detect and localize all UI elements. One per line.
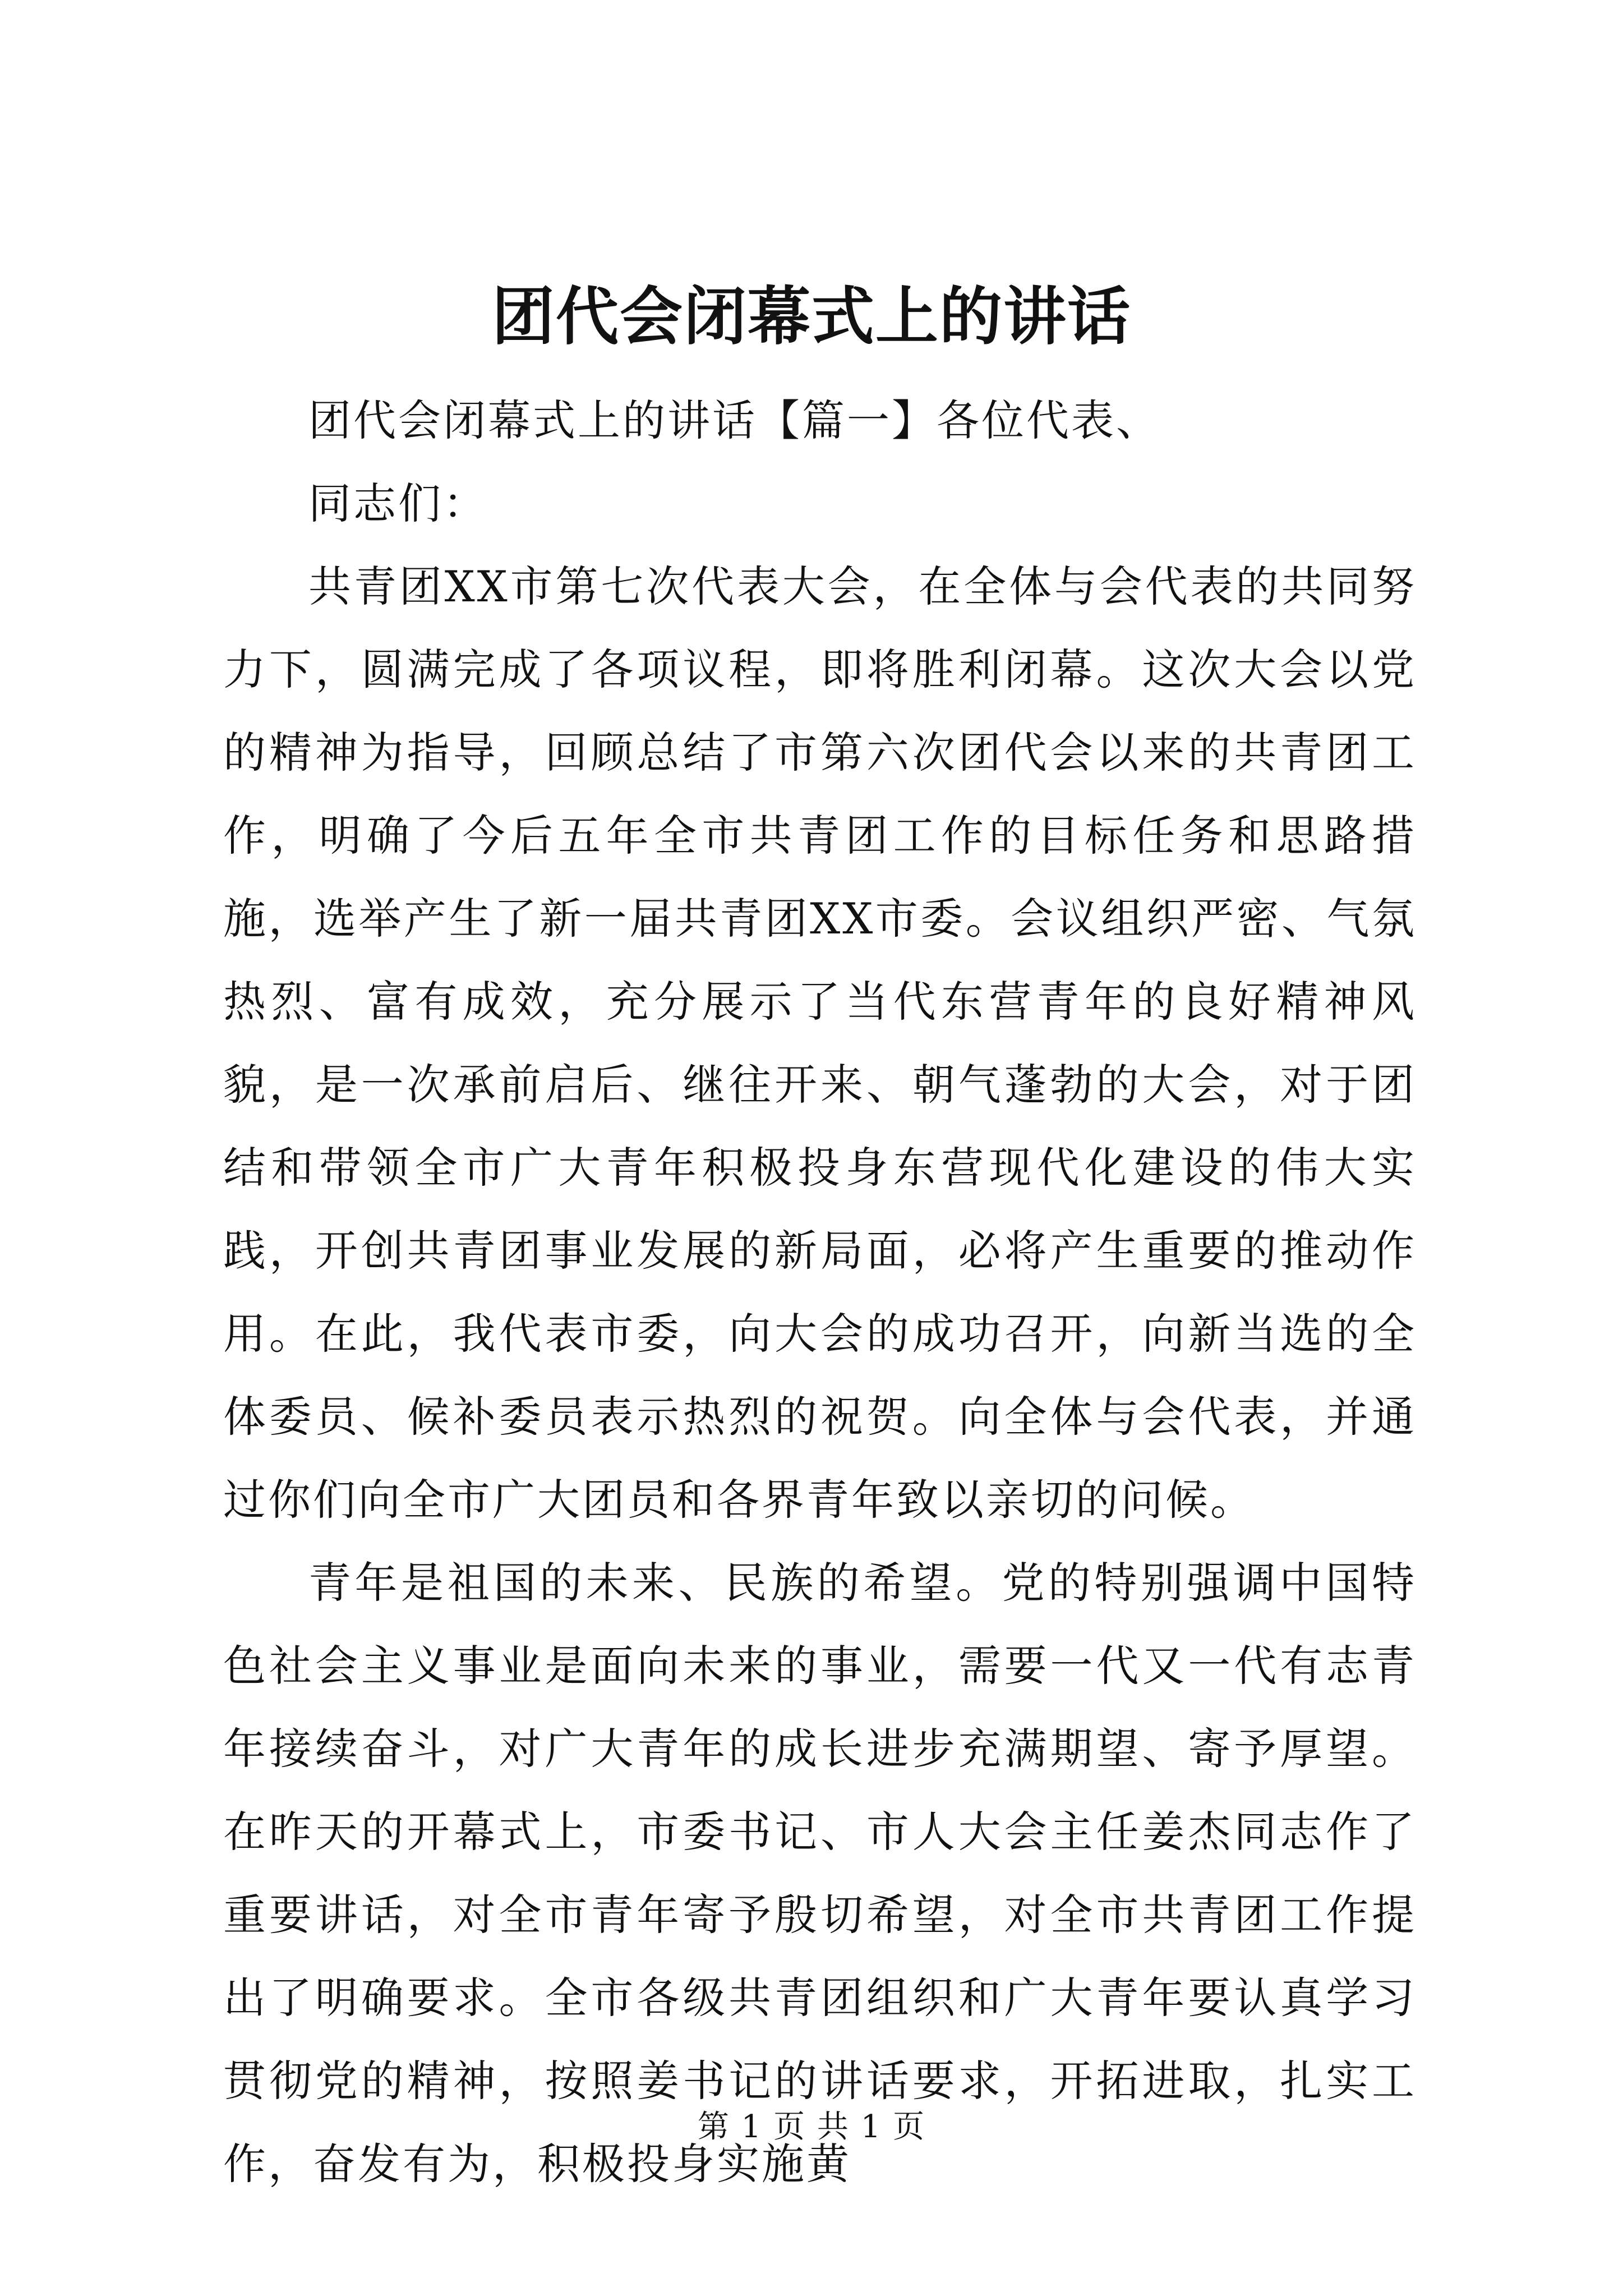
paragraph-salutation: 同志们： [308,478,488,528]
paragraph-congratulation: 共青团XX市第七次代表大会，在全体与会代表的共同努力下，圆满完成了各项议程，即将胜利闭幕。这次大会以党的精神为指导，回顾总结了市第六次团代会以来的共青团工作，明确了今后五年全市共青团工作的目标任务和思路措施，选举产生了新一届共青团XX市委。会议组织严密、气氛热烈、富有成效，充分展示了当代东营青年的良好精神风貌，是一次承前启后、继往开来、朝气蓬勃的大会，对于团结和带领全市广大青年积极投身东营现代化建设的伟大实践，开创共青团事业发展的新局面，必将产生重要的推动作用。在此，我代表市委，向大会的成功召开，向新当选的全体委员、候补委员表示热烈的祝贺。向全体与会代表，并通过你们向全市广大团员和各界青年致以亲切的问候。 [223,562,1417,1525]
paragraph-youth: 青年是祖国的未来、民族的希望。党的特别强调中国特色社会主义事业是面向未来的事业，需要一代又一代有志青年接续奋斗，对广大青年的成长进步充满期望、寄予厚望。在昨天的开幕式上，市委书记、市人大会主任姜杰同志作了重要讲话，对全市青年寄予殷切希望，对全市共青团工作提出了明确要求。全市各级共青团组织和广大青年要认真学习贯彻党的精神，按照姜书记的讲话要求，开拓进取，扎实工作，奋发有为，积极投身实施黄 [223,1558,1417,2189]
page-number-footer: 第 1 页 共 1 页 [697,2109,926,2145]
document-body [223,379,1417,2206]
document-title: 团代会闭幕式上的讲话 [492,280,1131,353]
paragraph-opening: 团代会闭幕式上的讲话【篇一】各位代表、 [308,395,1161,445]
